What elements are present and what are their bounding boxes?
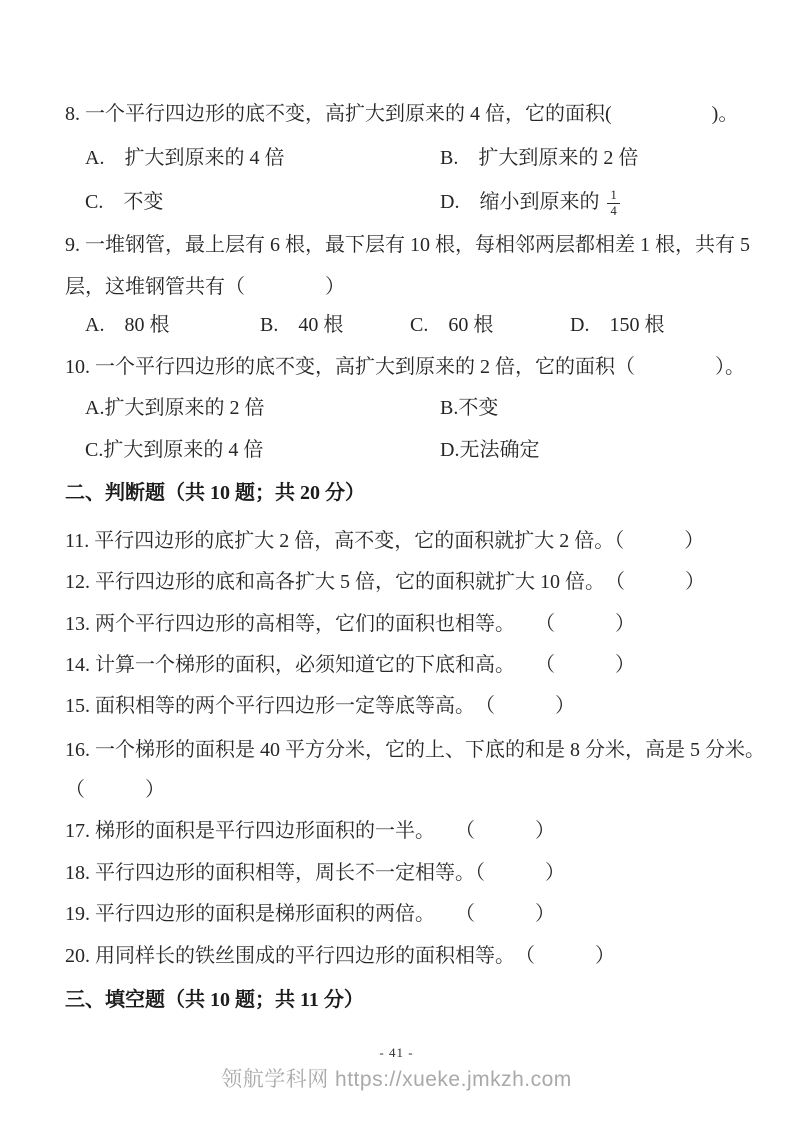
question-10-option-b: B.不变: [440, 397, 499, 419]
question-15: 15. 面积相等的两个平行四边形一定等底等高。 （ ）: [65, 695, 575, 717]
question-8-option-b: B. 扩大到原来的 2 倍: [440, 147, 639, 169]
question-8-option-d-text: D. 缩小到原来的: [440, 191, 600, 214]
site-watermark: 领航学科网 https://xueke.jmkzh.com: [221, 1068, 572, 1091]
question-10-option-a: A.扩大到原来的 2 倍: [85, 397, 265, 419]
page-number: - 41 -: [379, 1045, 414, 1060]
question-9-stem-line-2: 层，这堆钢管共有（ ）: [65, 276, 345, 298]
question-8-stem: 8. 一个平行四边形的底不变，高扩大到原来的 4 倍，它的面积( )。: [65, 103, 739, 125]
question-9-options-row: [65, 313, 743, 337]
question-10-stem: 10. 一个平行四边形的底不变，高扩大到原来的 2 倍，它的面积（ ）。: [65, 356, 745, 378]
question-9-option-a: A. 80 根: [85, 314, 170, 336]
question-8-options-row-1: [65, 146, 743, 170]
section-2-judgment-title: 二、判断题（共 10 题；共 20 分）: [65, 482, 365, 504]
question-14: 14. 计算一个梯形的面积，必须知道它的下底和高。 （ ）: [65, 654, 635, 676]
section-3-fill-blank-title: 三、填空题（共 10 题；共 11 分）: [65, 989, 364, 1011]
question-10-options-row-2: [65, 438, 743, 462]
fraction-one-fourth: [607, 189, 619, 218]
question-8-option-a: A. 扩大到原来的 4 倍: [85, 147, 285, 169]
question-19: 19. 平行四边形的面积是梯形面积的两倍。 （ ）: [65, 903, 555, 925]
question-13: 13. 两个平行四边形的高相等，它们的面积也相等。 （ ）: [65, 613, 635, 635]
question-9-option-c: C. 60 根: [410, 314, 494, 336]
question-20: 20. 用同样长的铁丝围成的平行四边形的面积相等。 （ ）: [65, 945, 615, 967]
question-10-option-c: C.扩大到原来的 4 倍: [85, 439, 264, 461]
question-9-option-b: B. 40 根: [260, 314, 344, 336]
question-18: 18. 平行四边形的面积相等，周长不一定相等。（ ）: [65, 862, 565, 884]
question-8-options-row-2: [65, 189, 743, 218]
question-8-option-c: C. 不变: [85, 191, 164, 214]
question-10-option-d: D.无法确定: [440, 439, 540, 461]
question-12: 12. 平行四边形的底和高各扩大 5 倍，它的面积就扩大 10 倍。 （ ）: [65, 571, 705, 593]
fraction-numerator: 1: [607, 189, 619, 204]
question-9-stem-line-1: 9. 一堆钢管，最上层有 6 根，最下层有 10 根，每相邻两层都相差 1 根，共有 5: [65, 234, 750, 256]
question-8-option-d: [440, 188, 620, 219]
question-10-options-row-1: [65, 396, 743, 420]
question-9-option-d: D. 150 根: [570, 314, 665, 336]
question-11: 11. 平行四边形的底扩大 2 倍，高不变，它的面积就扩大 2 倍。（ ）: [65, 530, 705, 552]
question-16-answer-bracket: （ ）: [65, 779, 165, 801]
question-17: 17. 梯形的面积是平行四边形面积的一半。 （ ）: [65, 820, 555, 842]
question-16-line-1: 16. 一个梯形的面积是 40 平方分米，它的上、下底的和是 8 分米，高是 5 分米。: [65, 739, 765, 761]
fraction-denominator: 4: [610, 204, 617, 219]
